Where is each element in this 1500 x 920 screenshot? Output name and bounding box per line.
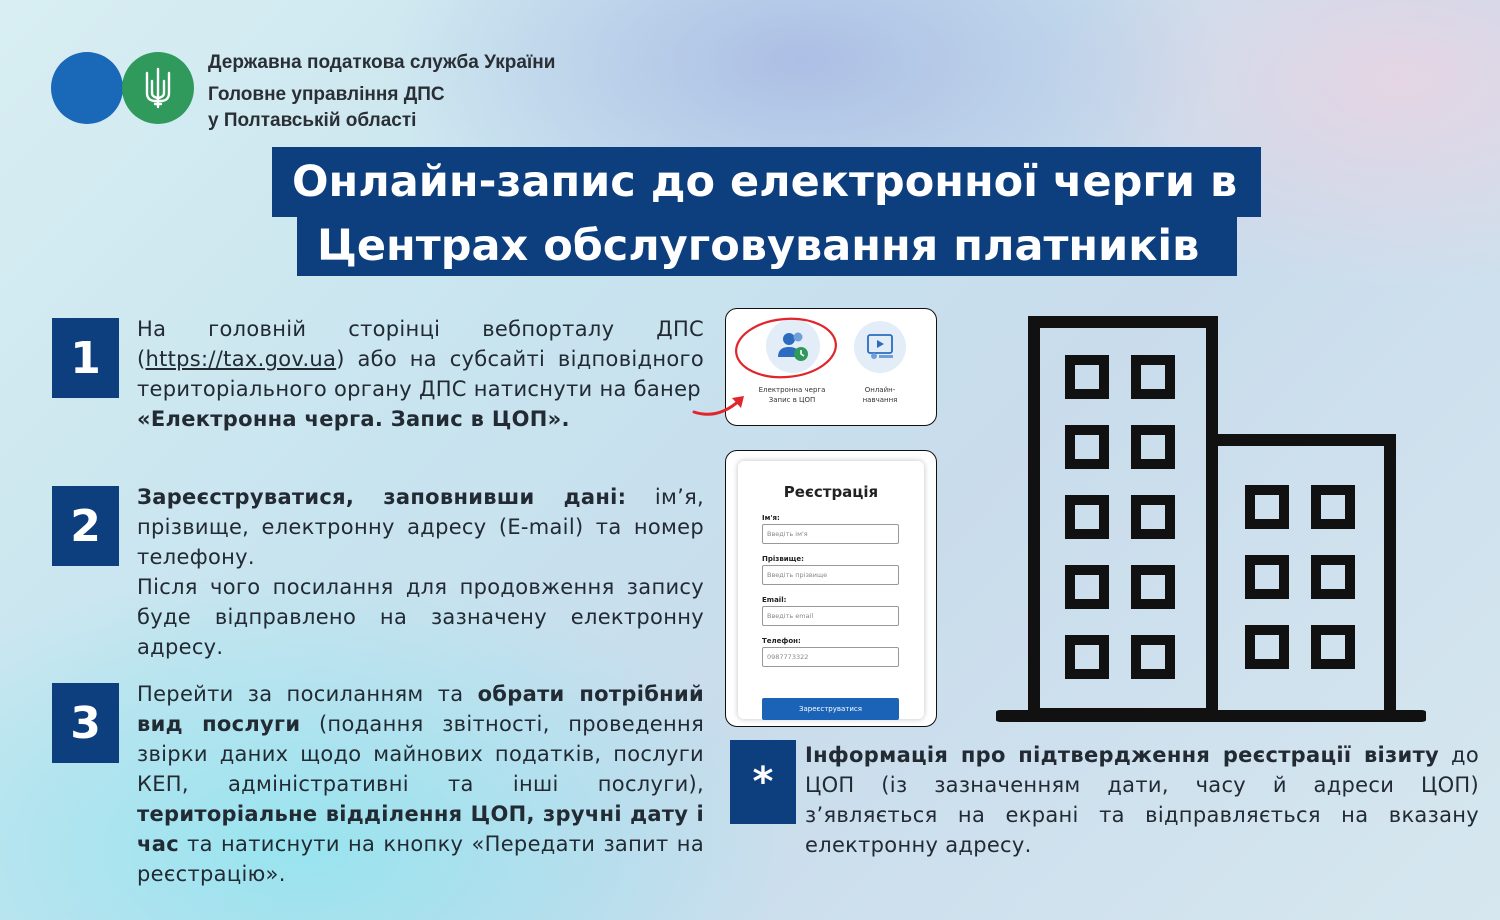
video-lesson-icon <box>854 321 906 373</box>
page-title-line-2: Центрах обслуговування платників <box>297 216 1237 276</box>
step-3-text <box>137 679 704 889</box>
name-label: Ім'я: <box>762 514 780 522</box>
step-2-number: 2 <box>52 486 119 566</box>
step-2-text <box>137 482 704 662</box>
note-text <box>805 740 1479 860</box>
red-highlight-ellipse <box>732 313 840 383</box>
org-line-2: Головне управління ДПС <box>208 84 445 105</box>
training-icon-circle[interactable] <box>854 321 906 373</box>
name-input[interactable]: Введіть ім'я <box>762 524 899 544</box>
registration-screenshot-card <box>725 450 937 727</box>
step-3-text-c: та натиснути на кнопку «Передати запит на реєстрацію». <box>137 832 704 886</box>
queue-caption-line-2: Запис в ЦОП <box>768 396 816 404</box>
banner-screenshot-card <box>725 308 937 426</box>
trident-icon <box>141 67 175 109</box>
training-caption <box>852 385 908 405</box>
email-label: Email: <box>762 596 787 604</box>
surname-input[interactable]: Введіть прізвище <box>762 565 899 585</box>
training-caption-line-2: навчання <box>862 396 898 404</box>
step-3-bold-b: територіальне відділення ЦОП, зручні дату і час <box>137 802 704 856</box>
step-2-text-a: ім’я, прізвище, електронну адресу (E-mail) та номер телефону. <box>137 485 704 569</box>
note-asterisk: * <box>730 740 796 824</box>
logo-blue-circle <box>51 52 123 124</box>
org-line-3: у Полтавській області <box>208 110 417 131</box>
note-body: до ЦОП (із зазначенням дати, часу й адреси ЦОП) з’являється на екрані та відправляється на вказану електронну адресу. <box>805 743 1479 857</box>
tax-portal-link[interactable]: https://tax.gov.ua <box>145 347 337 371</box>
step-1-number: 1 <box>52 318 119 398</box>
phone-label: Телефон: <box>762 637 801 645</box>
red-arrow-icon <box>690 388 750 420</box>
step-3-bold-a: обрати потрібний вид послуги <box>137 682 704 736</box>
registration-title: Реєстрація <box>783 483 879 501</box>
page-title-line-1: Онлайн-запис до електронної черги в <box>272 147 1261 217</box>
training-caption-line-1: Онлайн- <box>864 386 896 394</box>
step-1-text-a: На головній сторінці вебпорталу ДПС ( <box>137 317 704 371</box>
step-1-text <box>137 314 704 434</box>
step-1-bold: «Електронна черга. Запис в ЦОП». <box>137 407 570 431</box>
step-1-text-b: ) або на субсайті відповідного територіального органу ДПС натиснути на банер <box>137 347 704 401</box>
step-3-text-b: (подання звітності, проведення звірки даних щодо майнових податків, послуги КЕП, адміністративні та інші послуги), <box>137 712 704 796</box>
note-bold: Інформація про підтвердження реєстрації візиту <box>805 743 1440 767</box>
step-3-text-a: Перейти за посиланням та <box>137 682 478 706</box>
organization-name <box>208 50 555 134</box>
email-input[interactable]: Введіть email <box>762 606 899 626</box>
registration-form <box>738 461 924 719</box>
building-icon <box>996 312 1426 728</box>
step-3-number: 3 <box>52 683 119 763</box>
step-2-bold: Зареєструватися, заповнивши дані: <box>137 485 627 509</box>
logo-green-circle <box>122 52 194 124</box>
queue-caption-line-1: Електронна черга <box>758 386 826 394</box>
queue-caption <box>746 385 838 405</box>
step-2-text-b: Після чого посилання для продовження запису буде відправлено на зазначену електронну адресу. <box>137 575 704 659</box>
phone-input[interactable]: 0987773322 <box>762 647 899 667</box>
org-line-1: Державна податкова служба України <box>208 52 556 73</box>
register-button[interactable]: Зареєструватися <box>762 698 899 720</box>
surname-label: Прізвище: <box>762 555 804 563</box>
